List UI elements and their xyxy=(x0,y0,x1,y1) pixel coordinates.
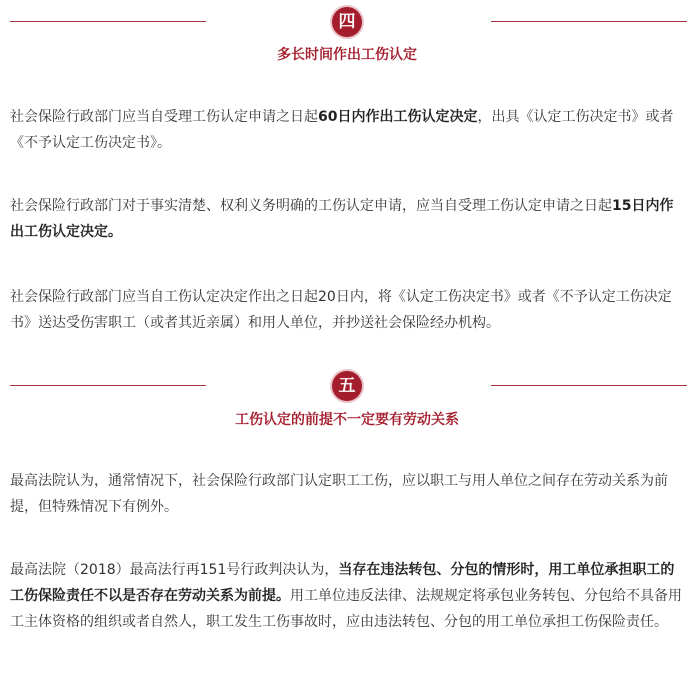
paragraph xyxy=(10,284,686,336)
text-run: 最高法院认为，通常情况下，社会保险行政部门认定职工工伤，应以职工与用人单位之间存在劳动关系为前提，但特殊情况下有例外。 xyxy=(10,473,668,515)
section-number-badge: 五 xyxy=(332,371,362,401)
section-4-header xyxy=(0,0,694,70)
text-run: 最高法院（2018）最高法行再151号行政判决认为， xyxy=(10,562,339,578)
section-title: 工伤认定的前提不一定要有劳动关系 xyxy=(235,412,459,428)
text-run: 用工单位违反法律、法规规定将承包业务转包、分包给不具备用工主体资格的组织或者自然人，职工发生工伤事故时，应由违法转包、分包的用工单位承担工伤保险责任。 xyxy=(10,588,682,630)
paragraph xyxy=(10,468,686,520)
bold-text: 60日内作出工伤认定决定 xyxy=(318,109,478,125)
bold-text: 当存在违法转包、分包的情形时，用工单位承担职工的工伤保险责任不以是否存在劳动关系为前提。 xyxy=(10,562,675,604)
header-rule-right xyxy=(491,385,687,386)
paragraph xyxy=(10,557,686,635)
section-number-badge: 四 xyxy=(332,7,362,37)
section-title: 多长时间作出工伤认定 xyxy=(277,47,417,63)
text-run: 社会保险行政部门对于事实清楚、权利义务明确的工伤认定申请，应当自受理工伤认定申请之日起 xyxy=(10,198,612,214)
paragraph xyxy=(10,193,686,245)
bold-text: 15日内作出工伤认定决定。 xyxy=(10,198,674,240)
header-rule-left xyxy=(10,21,206,22)
text-run: ，出具《认定工伤决定书》或者《不予认定工伤决定书》。 xyxy=(10,109,674,151)
header-rule-left xyxy=(10,385,206,386)
header-rule-right xyxy=(491,21,687,22)
text-run: 社会保险行政部门应当自受理工伤认定申请之日起 xyxy=(10,109,318,125)
text-run: 社会保险行政部门应当自工伤认定决定作出之日起20日内，将《认定工伤决定书》或者《不予认定工伤决定书》送达受伤害职工（或者其近亲属）和用人单位，并抄送社会保险经办机构。 xyxy=(10,289,672,331)
paragraph xyxy=(10,104,686,156)
section-5-header xyxy=(0,368,694,438)
